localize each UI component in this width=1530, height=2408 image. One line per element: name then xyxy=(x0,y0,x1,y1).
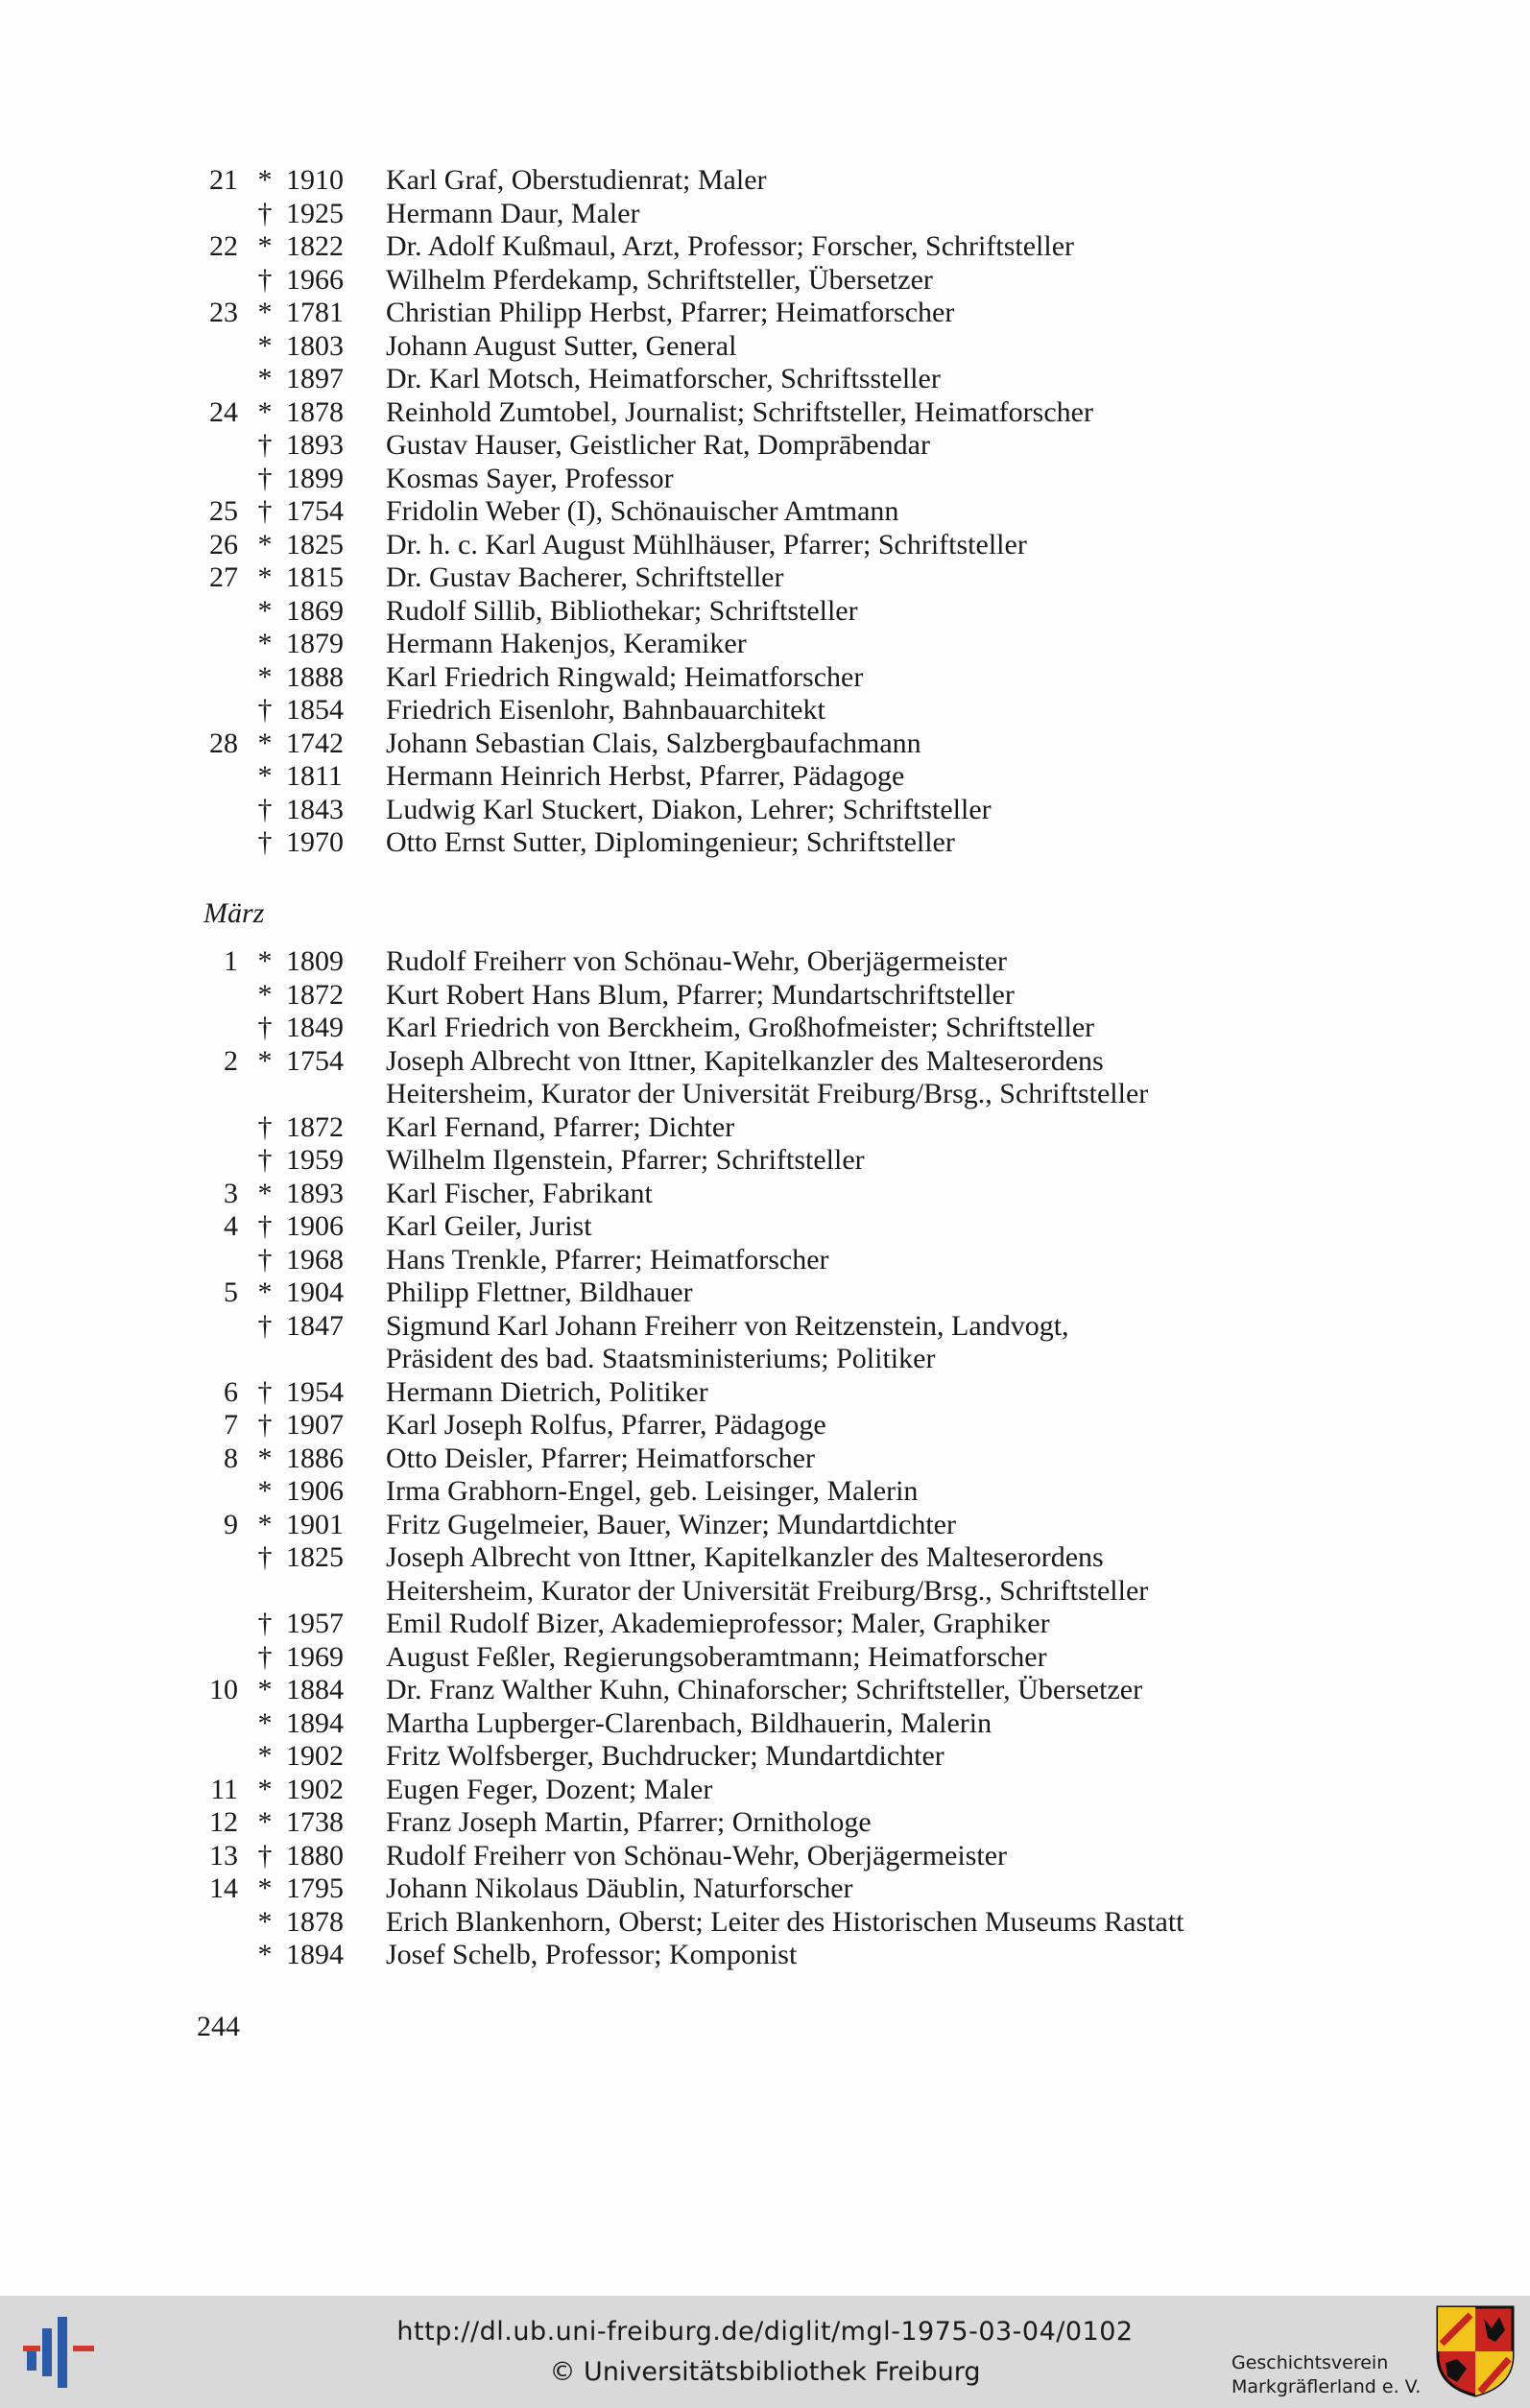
entry-day: 21 xyxy=(209,164,238,196)
entry-year: 1880 xyxy=(286,1839,344,1872)
entry-text: Hermann Heinrich Herbst, Pfarrer, Pädagoge xyxy=(386,760,905,792)
entry-row xyxy=(182,198,1382,231)
footer-bar xyxy=(0,2296,1530,2408)
entry-symbol: * xyxy=(257,1674,273,1705)
entry-day: 2 xyxy=(224,1044,238,1077)
entry-text: Sigmund Karl Johann Freiherr von Reitzenstein, Landvogt, xyxy=(386,1309,1069,1342)
entry-year: 1907 xyxy=(286,1409,344,1441)
entry-year: 1888 xyxy=(286,660,344,693)
entry-row xyxy=(182,1509,1382,1542)
entry-symbol: * xyxy=(257,660,273,693)
entry-text: Karl Joseph Rolfus, Pfarrer, Pädagoge xyxy=(386,1409,826,1441)
entry-text: Otto Deisler, Pfarrer; Heimatforscher xyxy=(386,1442,815,1474)
entry-symbol: * xyxy=(257,594,273,627)
entry-row xyxy=(182,1906,1382,1940)
copyright-text: © Universitätsbibliothek Freiburg xyxy=(549,2357,981,2387)
entry-text: Christian Philipp Herbst, Pfarrer; Heimatforscher xyxy=(386,297,955,328)
entry-year: 1894 xyxy=(286,1939,344,1970)
entry-row xyxy=(182,529,1382,562)
entry-row xyxy=(182,1475,1382,1509)
entry-year: 1754 xyxy=(286,1044,344,1077)
entry-day: 22 xyxy=(209,230,238,262)
entry-text: Dr. Gustav Bacherer, Schriftsteller xyxy=(386,561,784,593)
entry-symbol: † xyxy=(257,1541,273,1573)
entry-year: 1803 xyxy=(286,329,344,362)
entry-symbol: * xyxy=(257,1872,273,1904)
entry-row xyxy=(182,760,1382,794)
entry-text: Wilhelm Ilgenstein, Pfarrer; Schriftsteller xyxy=(386,1144,865,1176)
entry-row xyxy=(182,1376,1382,1410)
entry-symbol: † xyxy=(257,1110,273,1143)
entry-row xyxy=(182,264,1382,298)
entry-year: 1884 xyxy=(286,1674,344,1705)
entry-symbol: † xyxy=(257,1608,273,1639)
entry-text: Heitersheim, Kurator der Universität Freiburg/Brsg., Schriftsteller xyxy=(386,1078,1149,1109)
entry-row xyxy=(182,1310,1382,1344)
entry-row xyxy=(182,495,1382,529)
entry-year: 1906 xyxy=(286,1210,344,1242)
entry-year: 1738 xyxy=(286,1806,344,1838)
entry-row xyxy=(182,1210,1382,1244)
entry-symbol: * xyxy=(257,230,273,262)
entry-symbol: * xyxy=(257,1276,273,1308)
entry-symbol: † xyxy=(257,1243,273,1276)
entry-day: 1 xyxy=(224,945,238,977)
entry-year: 1899 xyxy=(286,462,344,494)
entry-text: Dr. Karl Motsch, Heimatforscher, Schriftssteller xyxy=(386,363,941,394)
entry-text: Josef Schelb, Professor; Komponist xyxy=(386,1939,798,1970)
entry-row xyxy=(182,297,1382,330)
entry-year: 1854 xyxy=(286,694,344,726)
entry-text: Karl Geiler, Jurist xyxy=(386,1210,592,1242)
entry-year: 1795 xyxy=(286,1872,344,1904)
entry-symbol: † xyxy=(257,1640,273,1673)
entry-text: Gustav Hauser, Geistlicher Rat, Domprābendar xyxy=(386,429,930,461)
entry-day: 6 xyxy=(224,1375,238,1408)
entry-year: 1815 xyxy=(286,561,344,593)
entry-year: 1902 xyxy=(286,1740,344,1772)
february-entries xyxy=(182,164,1382,860)
march-entries xyxy=(182,945,1382,1972)
entry-symbol: * xyxy=(257,760,273,792)
permalink-url[interactable]: http://dl.ub.uni-freiburg.de/diglit/mgl-1975-03-04/0102 xyxy=(396,2317,1134,2347)
entry-year: 1843 xyxy=(286,793,344,825)
entry-row xyxy=(182,1774,1382,1807)
entry-text: Franz Joseph Martin, Pfarrer; Ornithologe xyxy=(386,1806,872,1838)
entry-row xyxy=(182,1178,1382,1211)
entry-text: Irma Grabhorn-Engel, geb. Leisinger, Malerin xyxy=(386,1475,919,1507)
entry-symbol: * xyxy=(257,1475,273,1507)
entry-row xyxy=(182,230,1382,264)
entry-symbol: * xyxy=(257,727,273,759)
entry-text: Martha Lupberger-Clarenbach, Bildhauerin, Malerin xyxy=(386,1706,992,1739)
entry-symbol: † xyxy=(257,793,273,825)
entry-symbol: * xyxy=(257,1706,273,1739)
entry-symbol: * xyxy=(257,561,273,593)
entry-day: 4 xyxy=(224,1210,238,1242)
entry-symbol: * xyxy=(257,1044,273,1077)
entry-symbol: * xyxy=(257,1773,273,1805)
entry-text: Dr. Adolf Kußmaul, Arzt, Professor; Forscher, Schriftsteller xyxy=(386,230,1075,262)
entry-year: 1968 xyxy=(286,1243,344,1276)
entry-symbol: * xyxy=(257,945,273,977)
entry-text: Joseph Albrecht von Ittner, Kapitelkanzler des Malteserordens xyxy=(386,1541,1104,1573)
entry-year: 1902 xyxy=(286,1773,344,1805)
entry-text: Fritz Gugelmeier, Bauer, Winzer; Mundartdichter xyxy=(386,1508,956,1540)
entry-text: Johann August Sutter, General xyxy=(386,329,737,362)
entry-row xyxy=(182,1674,1382,1707)
entry-text: Hermann Dietrich, Politiker xyxy=(386,1375,708,1408)
entry-day: 24 xyxy=(209,395,238,428)
entry-day: 10 xyxy=(209,1674,238,1705)
entry-text: Eugen Feger, Dozent; Maler xyxy=(386,1773,713,1805)
entry-symbol: * xyxy=(257,395,273,428)
entry-row xyxy=(182,1840,1382,1873)
entry-day: 13 xyxy=(209,1839,238,1872)
entry-day: 28 xyxy=(209,727,238,759)
entry-row xyxy=(182,1442,1382,1476)
entry-row xyxy=(182,1012,1382,1045)
entry-day: 23 xyxy=(209,297,238,328)
entry-day: 12 xyxy=(209,1806,238,1838)
entry-year: 1894 xyxy=(286,1706,344,1739)
entry-year: 1879 xyxy=(286,628,344,659)
entry-symbol: * xyxy=(257,297,273,328)
entry-text: Hans Trenkle, Pfarrer; Heimatforscher xyxy=(386,1243,829,1276)
entry-text: Philipp Flettner, Bildhauer xyxy=(386,1276,693,1308)
entry-row xyxy=(182,628,1382,661)
entry-text: Rudolf Sillib, Bibliothekar; Schriftsteller xyxy=(386,594,858,627)
entry-symbol: * xyxy=(257,628,273,659)
coat-of-arms-icon xyxy=(1436,2305,1515,2397)
entry-year: 1809 xyxy=(286,945,344,977)
entry-row xyxy=(182,164,1382,198)
entry-row xyxy=(182,1541,1382,1575)
entry-symbol: † xyxy=(257,197,273,229)
entry-text: Fritz Wolfsberger, Buchdrucker; Mundartdichter xyxy=(386,1740,944,1772)
entry-row xyxy=(182,595,1382,629)
entry-year: 1893 xyxy=(286,1177,344,1209)
entry-day: 9 xyxy=(224,1508,238,1540)
entry-row xyxy=(182,1707,1382,1741)
entry-year: 1811 xyxy=(286,760,343,792)
entry-day: 25 xyxy=(209,495,238,527)
entry-symbol: * xyxy=(257,1508,273,1540)
entry-day: 7 xyxy=(224,1409,238,1441)
entry-row xyxy=(182,463,1382,496)
entry-row xyxy=(182,330,1382,364)
entry-year: 1872 xyxy=(286,1110,344,1143)
entry-year: 1849 xyxy=(286,1012,344,1043)
entry-symbol: * xyxy=(257,1177,273,1209)
entry-year: 1966 xyxy=(286,263,344,296)
entry-text: Fridolin Weber (I), Schönauischer Amtmann xyxy=(386,495,899,527)
entry-year: 1906 xyxy=(286,1475,344,1507)
entry-text: Karl Friedrich Ringwald; Heimatforscher xyxy=(386,660,864,693)
entry-symbol: † xyxy=(257,1309,273,1342)
entry-year: 1901 xyxy=(286,1508,344,1540)
entry-symbol: † xyxy=(257,1012,273,1043)
entry-text: Karl Fernand, Pfarrer; Dichter xyxy=(386,1110,735,1143)
entry-symbol: * xyxy=(257,978,273,1011)
entry-text: Karl Fischer, Fabrikant xyxy=(386,1177,653,1209)
entry-year: 1904 xyxy=(286,1276,344,1308)
entry-symbol: * xyxy=(257,1442,273,1474)
society-name-line1: Geschichtsverein xyxy=(1231,2352,1389,2373)
entry-year: 1897 xyxy=(286,363,344,394)
entry-text: Karl Graf, Oberstudienrat; Maler xyxy=(386,164,767,196)
society-name xyxy=(1231,2351,1421,2399)
entry-text: Ludwig Karl Stuckert, Diakon, Lehrer; Schriftsteller xyxy=(386,793,992,825)
entry-row xyxy=(182,979,1382,1013)
entry-year: 1893 xyxy=(286,429,344,461)
entry-year: 1847 xyxy=(286,1309,344,1342)
entry-row xyxy=(182,561,1382,595)
entry-text: Joseph Albrecht von Ittner, Kapitelkanzler des Malteserordens xyxy=(386,1044,1104,1077)
entry-row xyxy=(182,945,1382,979)
entry-symbol: † xyxy=(257,1144,273,1176)
entry-symbol: * xyxy=(257,1905,273,1938)
entry-text: Johann Nikolaus Däublin, Naturforscher xyxy=(386,1872,853,1904)
entry-text: Hermann Daur, Maler xyxy=(386,197,640,229)
entry-row xyxy=(182,1608,1382,1641)
entry-year: 1781 xyxy=(286,297,344,328)
entry-day: 14 xyxy=(209,1872,238,1904)
entry-row xyxy=(182,1343,1382,1376)
entry-day: 26 xyxy=(209,528,238,560)
entry-symbol: † xyxy=(257,462,273,494)
entry-symbol: † xyxy=(257,1839,273,1872)
entry-year: 1954 xyxy=(286,1375,344,1408)
entry-symbol: † xyxy=(257,1375,273,1408)
entry-day: 5 xyxy=(224,1276,238,1308)
entry-symbol: * xyxy=(257,1939,273,1970)
page-number: 244 xyxy=(197,2011,240,2042)
entry-year: 1970 xyxy=(286,826,344,858)
entry-year: 1872 xyxy=(286,978,344,1011)
entry-day: 8 xyxy=(224,1442,238,1474)
entry-text: Hermann Hakenjos, Keramiker xyxy=(386,628,747,659)
entry-text: Johann Sebastian Clais, Salzbergbaufachmann xyxy=(386,727,921,759)
entry-row xyxy=(182,1806,1382,1840)
entry-symbol: * xyxy=(257,329,273,362)
entry-text: Emil Rudolf Bizer, Akademieprofessor; Maler, Graphiker xyxy=(386,1608,1050,1639)
entry-text: August Feßler, Regierungsoberamtmann; Heimatforscher xyxy=(386,1640,1047,1673)
entry-symbol: * xyxy=(257,164,273,196)
entry-year: 1925 xyxy=(286,197,344,229)
entry-symbol: † xyxy=(257,429,273,461)
entry-row xyxy=(182,1144,1382,1178)
entry-row xyxy=(182,363,1382,396)
entry-year: 1742 xyxy=(286,727,344,759)
entry-text: Heitersheim, Kurator der Universität Freiburg/Brsg., Schriftsteller xyxy=(386,1574,1149,1607)
entry-text: Dr. Franz Walther Kuhn, Chinaforscher; Schriftsteller, Übersetzer xyxy=(386,1674,1143,1705)
entry-year: 1886 xyxy=(286,1442,344,1474)
entry-row xyxy=(182,1575,1382,1609)
entry-day: 27 xyxy=(209,561,238,593)
entry-year: 1822 xyxy=(286,230,344,262)
entry-symbol: * xyxy=(257,1740,273,1772)
entry-symbol: † xyxy=(257,1210,273,1242)
entry-year: 1754 xyxy=(286,495,344,527)
entry-symbol: * xyxy=(257,1806,273,1838)
entry-symbol: * xyxy=(257,363,273,394)
entry-symbol: † xyxy=(257,495,273,527)
entry-text: Karl Friedrich von Berckheim, Großhofmeister; Schriftsteller xyxy=(386,1012,1095,1043)
entry-day: 11 xyxy=(210,1773,238,1805)
entry-row xyxy=(182,661,1382,695)
entry-text: Friedrich Eisenlohr, Bahnbauarchitekt xyxy=(386,694,825,726)
entry-year: 1825 xyxy=(286,1541,344,1573)
entry-year: 1869 xyxy=(286,594,344,627)
entry-year: 1969 xyxy=(286,1640,344,1673)
entry-row xyxy=(182,694,1382,727)
entry-year: 1957 xyxy=(286,1608,344,1639)
entry-row xyxy=(182,1111,1382,1145)
month-heading: März xyxy=(203,897,265,929)
entry-text: Dr. h. c. Karl August Mühlhäuser, Pfarrer; Schriftsteller xyxy=(386,528,1027,560)
entry-text: Otto Ernst Sutter, Diplomingenieur; Schriftsteller xyxy=(386,826,955,858)
entry-text: Rudolf Freiherr von Schönau-Wehr, Oberjägermeister xyxy=(386,1839,1008,1872)
entry-year: 1959 xyxy=(286,1144,344,1176)
entry-year: 1878 xyxy=(286,395,344,428)
entry-text: Reinhold Zumtobel, Journalist; Schriftsteller, Heimatforscher xyxy=(386,395,1093,428)
entry-row xyxy=(182,1740,1382,1774)
entry-row xyxy=(182,1276,1382,1310)
entry-text: Kosmas Sayer, Professor xyxy=(386,462,674,494)
entry-row xyxy=(182,1641,1382,1675)
entry-row xyxy=(182,396,1382,430)
entry-row xyxy=(182,429,1382,463)
entry-symbol: † xyxy=(257,263,273,296)
entry-year: 1825 xyxy=(286,528,344,560)
entry-text: Kurt Robert Hans Blum, Pfarrer; Mundartschriftsteller xyxy=(386,978,1015,1011)
entry-year: 1910 xyxy=(286,164,344,196)
entry-row xyxy=(182,826,1382,860)
entry-symbol: † xyxy=(257,826,273,858)
entry-text: Wilhelm Pferdekamp, Schriftsteller, Übersetzer xyxy=(386,263,933,296)
entry-symbol: † xyxy=(257,694,273,726)
entry-row xyxy=(182,1939,1382,1972)
society-name-line2: Markgräflerland e. V. xyxy=(1231,2376,1422,2397)
entry-row xyxy=(182,727,1382,761)
entry-row xyxy=(182,1045,1382,1079)
entry-year: 1878 xyxy=(286,1905,344,1938)
entry-row xyxy=(182,1872,1382,1906)
entry-text: Rudolf Freiherr von Schönau-Wehr, Oberjägermeister xyxy=(386,945,1008,977)
entry-row xyxy=(182,794,1382,827)
entry-row xyxy=(182,1244,1382,1277)
entry-row xyxy=(182,1078,1382,1111)
entry-text: Präsident des bad. Staatsministeriums; Politiker xyxy=(386,1343,936,1374)
entry-symbol: † xyxy=(257,1409,273,1441)
entry-text: Erich Blankenhorn, Oberst; Leiter des Historischen Museums Rastatt xyxy=(386,1905,1184,1938)
entry-day: 3 xyxy=(224,1177,238,1209)
entry-symbol: * xyxy=(257,528,273,560)
entry-row xyxy=(182,1409,1382,1442)
